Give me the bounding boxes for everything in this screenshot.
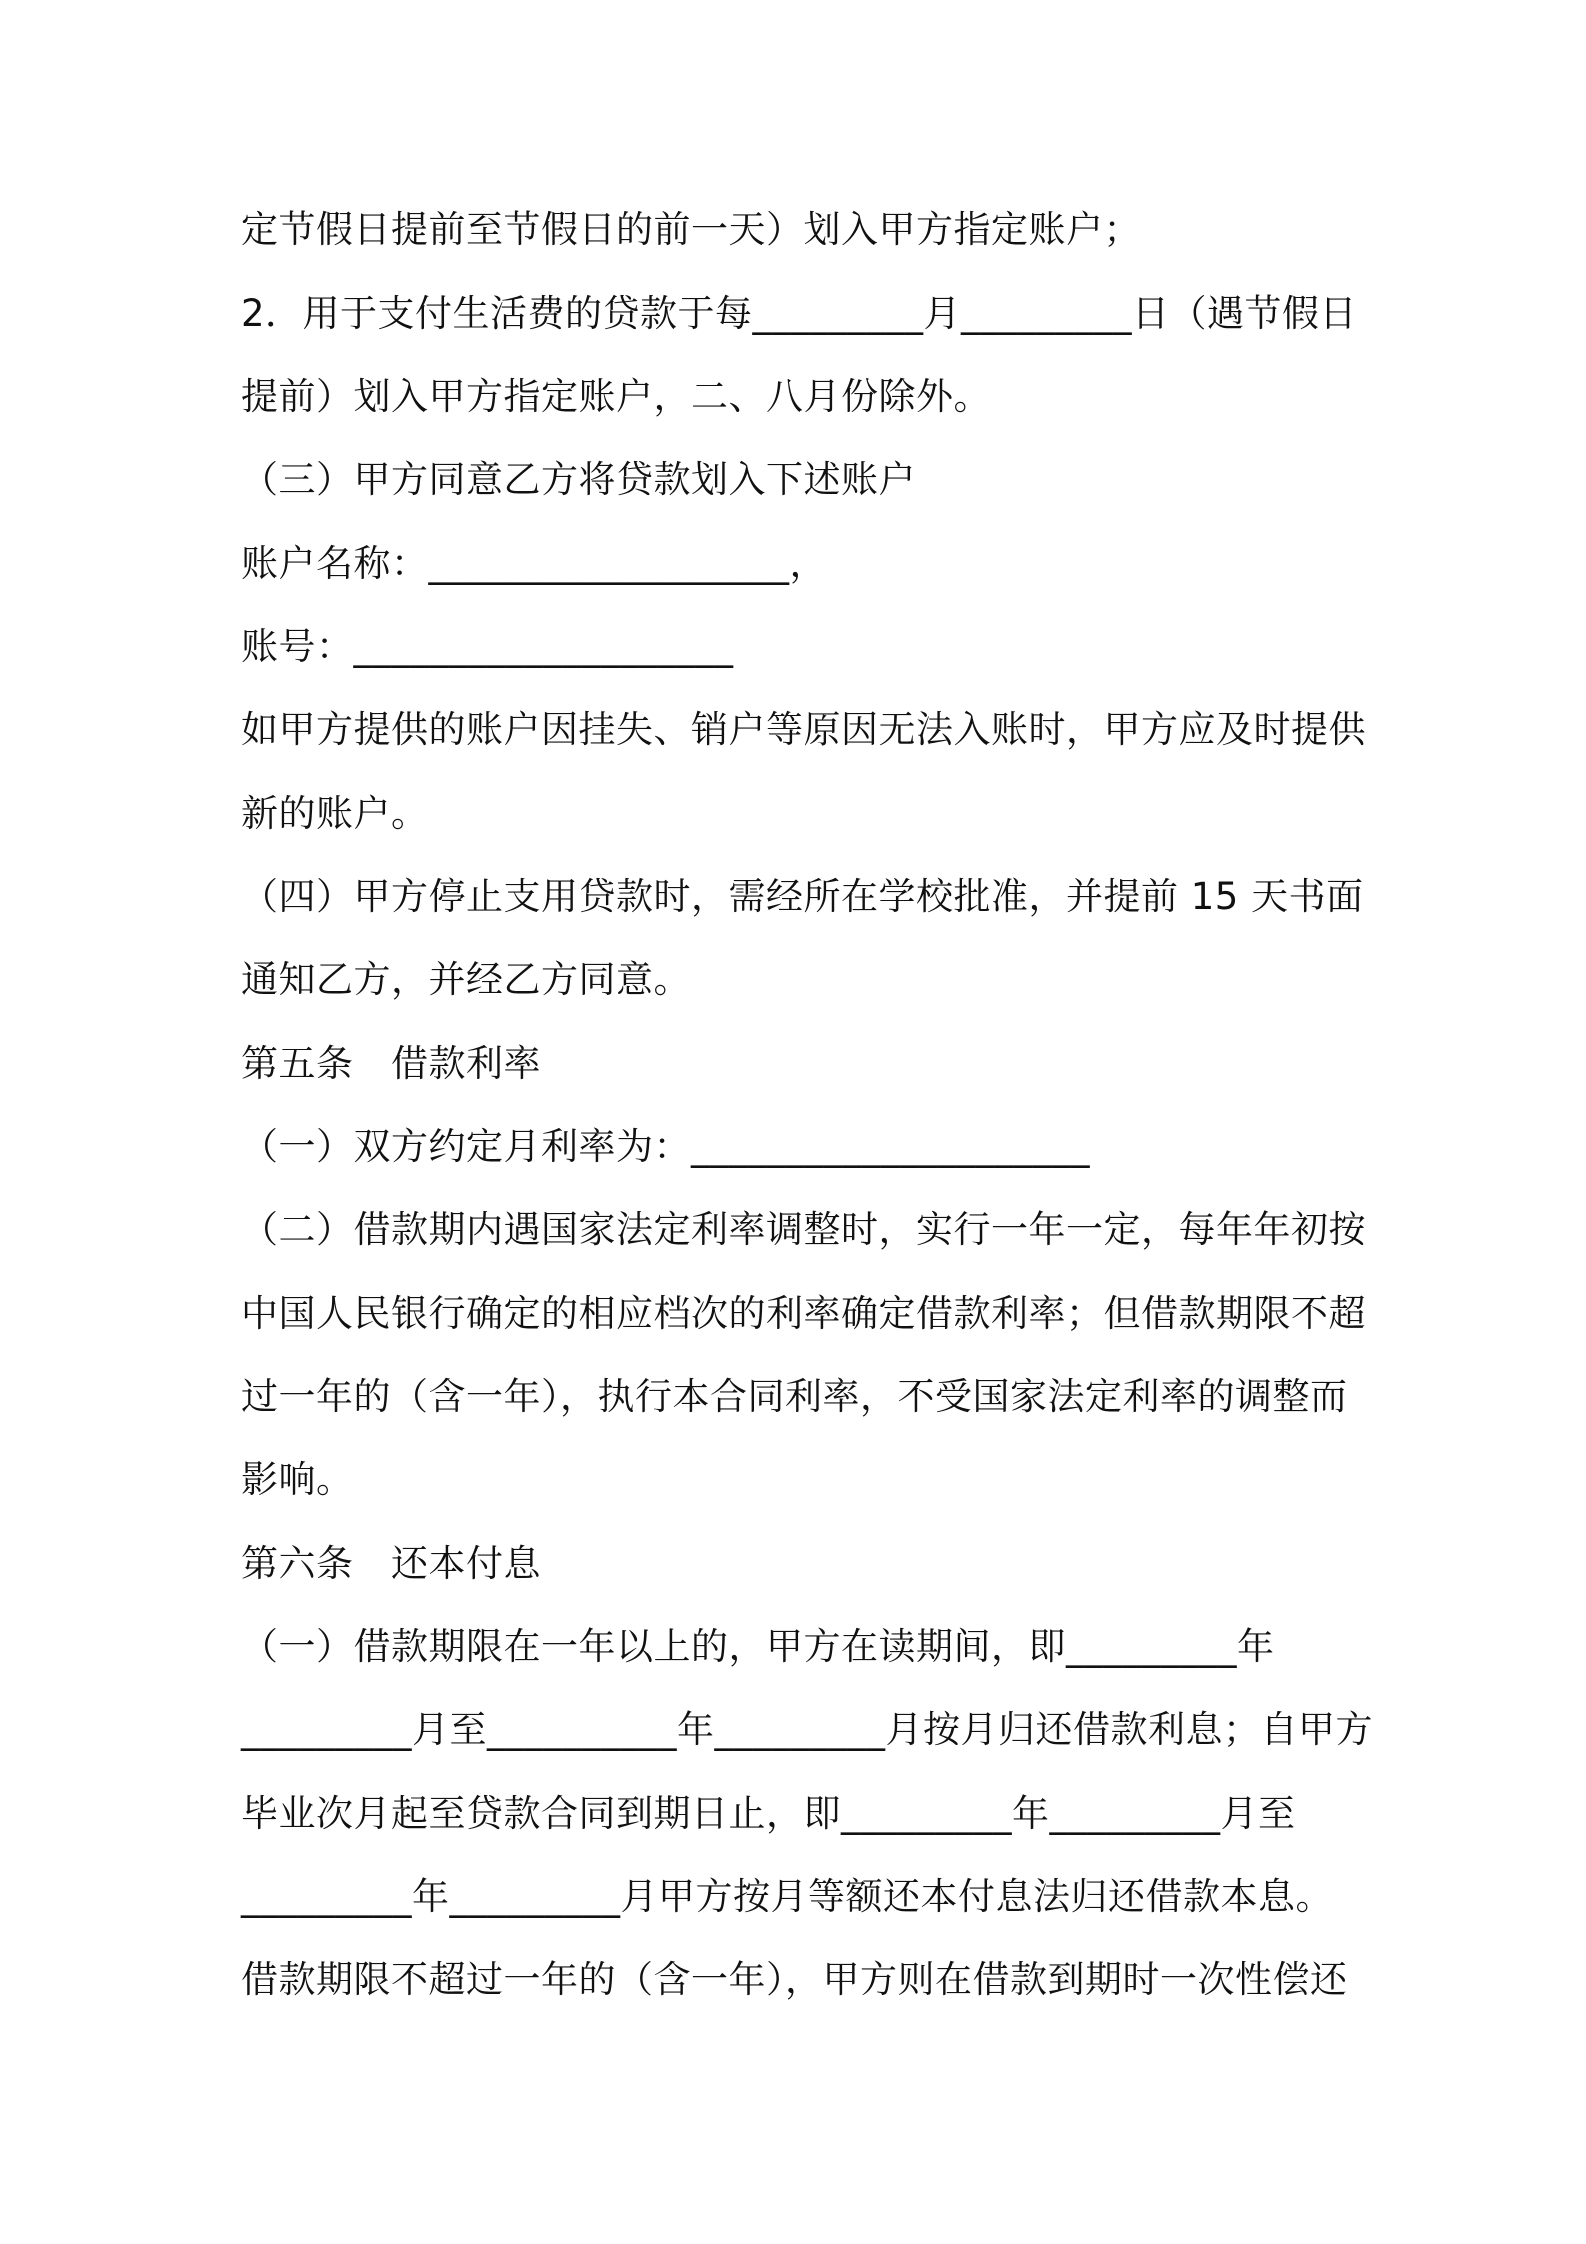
- text-line: 定节假日提前至节假日的前一天）划入甲方指定账户；: [241, 208, 1141, 251]
- text-line: _________年_________月甲方按月等额还本付息法归还借款本息。: [241, 1875, 1333, 1918]
- text-line: （一）借款期限在一年以上的，甲方在读期间，即_________年: [241, 1625, 1275, 1668]
- account-name-field: 账户名称：___________________，: [241, 542, 827, 585]
- text-line: _________月至__________年_________月按月归还借款利息；自甲方: [241, 1708, 1373, 1751]
- text-line: （二）借款期内遇国家法定利率调整时，实行一年一定，每年年初按: [241, 1208, 1366, 1251]
- text-line: 毕业次月起至贷款合同到期日止，即_________年_________月至: [241, 1792, 1296, 1835]
- text-line: 2．用于支付生活费的贷款于每_________月_________日（遇节假日: [241, 292, 1358, 335]
- text-line: 中国人民银行确定的相应档次的利率确定借款利率；但借款期限不超: [241, 1292, 1366, 1335]
- text-line: 影响。: [241, 1458, 354, 1501]
- section-heading: （四）甲方停止支用贷款时，需经所在学校批准，并提前 15 天书面: [241, 875, 1364, 918]
- text-line: 提前）划入甲方指定账户，二、八月份除外。: [241, 375, 991, 418]
- article-heading: 第五条 借款利率: [241, 1042, 541, 1085]
- text-line: 如甲方提供的账户因挂失、销户等原因无法入账时，甲方应及时提供: [241, 708, 1366, 751]
- text-line: 借款期限不超过一年的（含一年），甲方则在借款到期时一次性偿还: [241, 1958, 1348, 2001]
- account-number-field: 账号：____________________: [241, 625, 734, 668]
- interest-rate-field: （一）双方约定月利率为：_____________________: [241, 1125, 1090, 1168]
- section-heading: （三）甲方同意乙方将贷款划入下述账户: [241, 458, 916, 501]
- article-heading: 第六条 还本付息: [241, 1542, 541, 1585]
- text-line: 通知乙方，并经乙方同意。: [241, 958, 691, 1001]
- text-line: 过一年的（含一年），执行本合同利率，不受国家法定利率的调整而: [241, 1375, 1348, 1418]
- text-line: 新的账户。: [241, 792, 429, 835]
